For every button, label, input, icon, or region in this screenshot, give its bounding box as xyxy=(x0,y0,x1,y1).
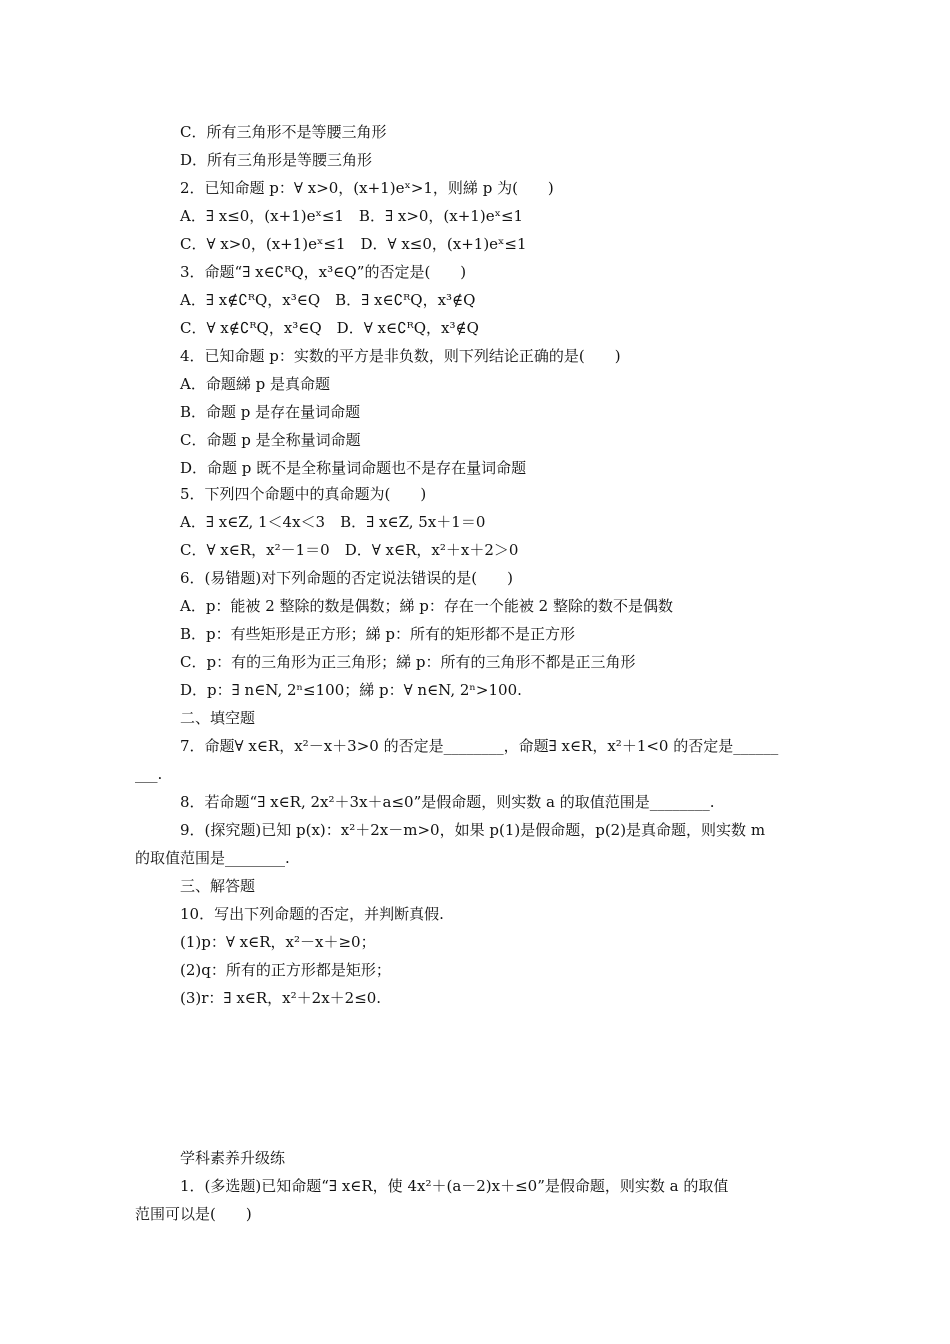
question-3: 3．命题“∃ x∈∁ᴿQ，x³∈Q”的否定是( ) xyxy=(180,263,467,281)
question-6: 6．(易错题)对下列命题的否定说法错误的是( ) xyxy=(180,569,513,587)
option-c-q4: C．命题 p 是全称量词命题 xyxy=(180,431,361,449)
question-10: 10．写出下列命题的否定，并判断真假. xyxy=(180,905,444,923)
section-heading-fill-in: 二、填空题 xyxy=(180,709,256,727)
question-9-continued: 的取值范围是________. xyxy=(135,849,290,867)
question-10-part-3: (3)r：∃ x∈R，x²＋2x＋2≤0. xyxy=(180,989,382,1007)
options-ab-q2: A．∃ x≤0，(x+1)eˣ≤1 B．∃ x>0，(x+1)eˣ≤1 xyxy=(180,207,524,225)
section-heading-upgrade: 学科素养升级练 xyxy=(180,1149,286,1167)
option-b-q4: B．命题 p 是存在量词命题 xyxy=(180,403,361,421)
options-cd-q5: C．∀ x∈R，x²－1＝0 D．∀ x∈R，x²＋x＋2＞0 xyxy=(180,541,519,559)
question-5: 5．下列四个命题中的真命题为( ) xyxy=(180,485,427,503)
upgrade-question-1: 1．(多选题)已知命题“∃ x∈R，使 4x²＋(a－2)x＋≤0”是假命题，则实数 a 的取值 xyxy=(180,1177,729,1195)
options-ab-q3: A．∃ x∉∁ᴿQ，x³∈Q B．∃ x∈∁ᴿQ，x³∉Q xyxy=(180,291,476,309)
upgrade-question-1-continued: 范围可以是( ) xyxy=(135,1205,252,1223)
option-a-q6: A．p：能被 2 整除的数是偶数；綈 p：存在一个能被 2 整除的数不是偶数 xyxy=(180,597,673,615)
option-d-q4: D．命题 p 既不是全称量词命题也不是存在量词命题 xyxy=(180,459,527,477)
options-ab-q5: A．∃ x∈Z, 1＜4x＜3 B．∃ x∈Z, 5x＋1＝0 xyxy=(180,513,486,531)
question-10-part-1: (1)p：∀ x∈R，x²－x＋≥0； xyxy=(180,933,376,951)
question-9: 9．(探究题)已知 p(x)：x²＋2x－m>0，如果 p(1)是假命题，p(2)是真命题，则实数 m xyxy=(180,821,766,839)
options-cd-q3: C．∀ x∉∁ᴿQ，x³∈Q D．∀ x∈∁ᴿQ，x³∉Q xyxy=(180,319,479,337)
option-d-q6: D．p：∃ n∈N, 2ⁿ≤100；綈 p：∀ n∈N, 2ⁿ>100. xyxy=(180,681,522,699)
option-b-q6: B．p：有些矩形是正方形；綈 p：所有的矩形都不是正方形 xyxy=(180,625,575,643)
option-c-q1: C．所有三角形不是等腰三角形 xyxy=(180,123,387,141)
question-2: 2．已知命题 p：∀ x>0，(x+1)eˣ>1，则綈 p 为( ) xyxy=(180,179,554,197)
question-10-part-2: (2)q：所有的正方形都是矩形； xyxy=(180,961,391,979)
option-a-q4: A．命题綈 p 是真命题 xyxy=(180,375,330,393)
question-7: 7．命题∀ x∈R，x²－x＋3>0 的否定是________，命题∃ x∈R，x²＋1<0 的否定是______ xyxy=(180,737,779,755)
question-8: 8．若命题“∃ x∈R, 2x²＋3x＋a≤0”是假命题，则实数 a 的取值范围是________. xyxy=(180,793,715,811)
option-c-q6: C．p：有的三角形为正三角形；綈 p：所有的三角形不都是正三角形 xyxy=(180,653,636,671)
section-heading-answer: 三、解答题 xyxy=(180,877,256,895)
question-7-continued: ___. xyxy=(135,765,163,783)
options-cd-q2: C．∀ x>0，(x+1)eˣ≤1 D．∀ x≤0，(x+1)eˣ≤1 xyxy=(180,235,527,253)
option-d-q1: D．所有三角形是等腰三角形 xyxy=(180,151,373,169)
question-4: 4．已知命题 p：实数的平方是非负数，则下列结论正确的是( ) xyxy=(180,347,621,365)
